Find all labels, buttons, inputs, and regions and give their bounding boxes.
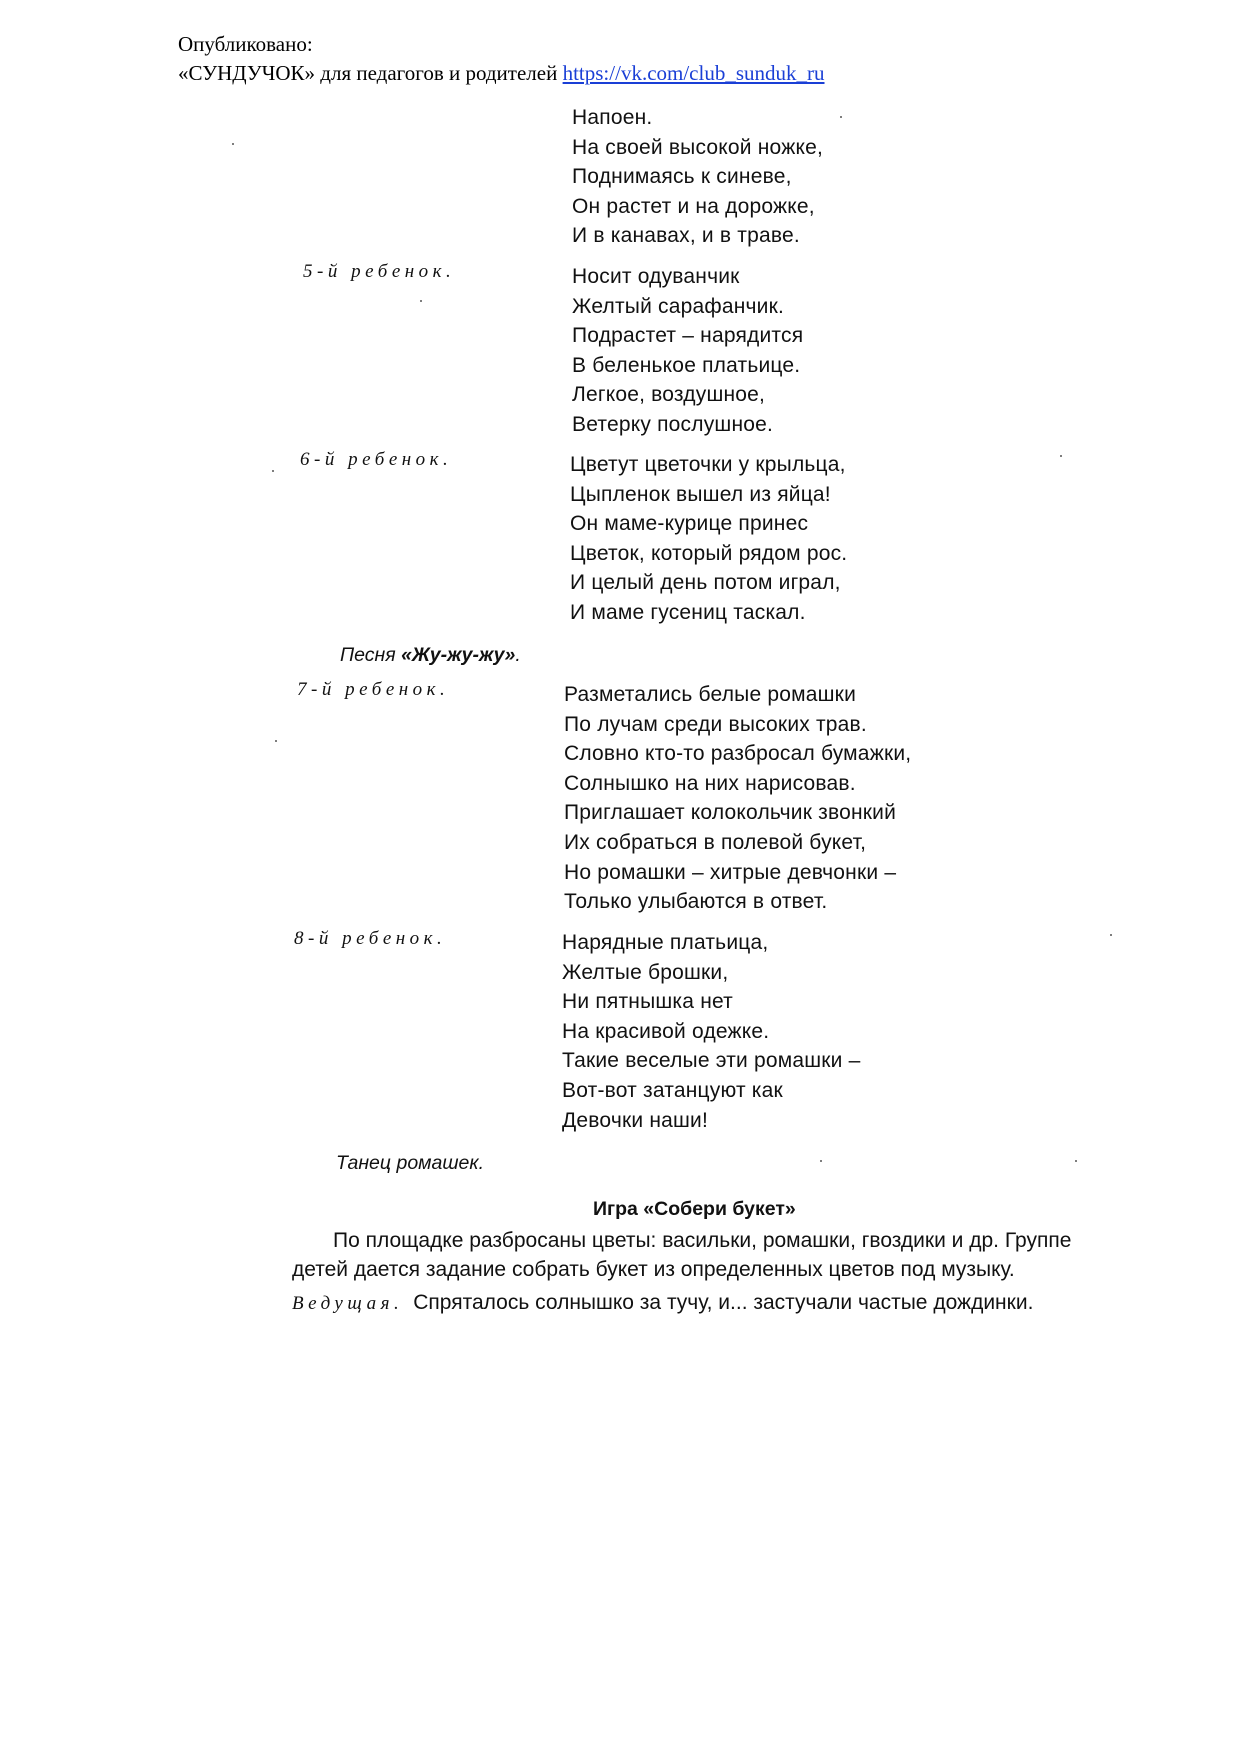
speaker-child-5: 5-й ребенок. (303, 261, 456, 282)
scan-speck (232, 143, 234, 145)
game-title: Игра «Собери букет» (593, 1198, 796, 1220)
verse-line: Солнышко на них нарисовав. (564, 771, 856, 795)
verse-line: Приглашает колокольчик звонкий (564, 801, 897, 825)
song-direction (340, 644, 521, 667)
scan-speck (840, 116, 842, 118)
stanza-child-5 (572, 262, 803, 440)
verse-line: На своей высокой ножке, (572, 135, 823, 159)
host-line (292, 1288, 1130, 1318)
speaker-child-6: 6-й ребенок. (300, 449, 453, 470)
published-label: Опубликовано: (178, 32, 313, 56)
verse-line: Разметались белые ромашки (564, 683, 856, 706)
verse-line: Он маме-курице принес (570, 512, 809, 536)
game-section (292, 1226, 1130, 1318)
verse-line: Их собраться в полевой букет, (564, 830, 867, 854)
verse-line: Вот-вот затанцуют как (562, 1078, 783, 1102)
source-text: «СУНДУЧОК» для педагогов и родителей (178, 61, 558, 85)
song-title: «Жу-жу-жу» (401, 644, 516, 666)
scan-speck (420, 300, 422, 302)
verse-line: Ни пятнышка нет (562, 990, 733, 1014)
verse-line: Цветок, который рядом рос. (570, 541, 848, 565)
verse-line: Нарядные платьица, (562, 931, 769, 954)
verse-line: Только улыбаются в ответ. (564, 890, 828, 914)
verse-line: И в канавах, и в траве. (572, 224, 800, 248)
scan-speck (820, 1160, 822, 1162)
verse-line: В беленькое платьице. (572, 353, 801, 377)
verse-line: Он растет и на дорожке, (572, 194, 815, 218)
verse-line: Напоен. (572, 106, 653, 129)
host-speaker: Ведущая. (292, 1293, 404, 1314)
stanza-child-8 (562, 928, 861, 1135)
source-line (178, 59, 825, 88)
verse-line: Такие веселые эти ромашки – (562, 1049, 861, 1073)
verse-line: Носит одуванчик (572, 265, 740, 288)
verse-line: Словно кто-то разбросал бумажки, (564, 742, 912, 766)
song-suffix: . (515, 644, 521, 666)
verse-line: Подрастет – нарядится (572, 324, 804, 348)
stanza-child-7 (564, 680, 911, 917)
verse-line: И целый день потом играл, (570, 571, 841, 595)
host-text: Спряталось солнышко за тучу, и... застучали частые дождинки. (413, 1291, 1034, 1314)
verse-line: Девочки наши! (562, 1108, 709, 1132)
game-description: По площадке разбросаны цветы: васильки, ромашки, гвоздики и др. Группе детей дается задание собрать букет из определенных цветов под музыку. (292, 1229, 1072, 1281)
verse-line: Желтые брошки, (562, 960, 729, 984)
verse-line: И маме гусениц таскал. (570, 600, 806, 624)
verse-line: На красивой одежке. (562, 1019, 770, 1043)
verse-line: Цветут цветочки у крыльца, (570, 453, 846, 476)
publication-header (178, 30, 825, 88)
scan-speck (275, 740, 277, 742)
verse-line: Ветерку послушное. (572, 412, 774, 436)
song-prefix: Песня (340, 644, 402, 666)
stanza-child-6 (570, 450, 847, 628)
speaker-child-7: 7-й ребенок. (297, 679, 450, 700)
intro-stanza (572, 103, 823, 251)
verse-line: Поднимаясь к синеве, (572, 165, 792, 189)
verse-line: Легкое, воздушное, (572, 383, 766, 407)
dance-direction: Танец ромашек. (336, 1152, 485, 1174)
verse-line: Но ромашки – хитрые девчонки – (564, 860, 897, 884)
scan-speck (1110, 934, 1112, 936)
scan-speck (272, 470, 274, 472)
scan-speck (1075, 1160, 1077, 1162)
scan-speck (1060, 455, 1062, 457)
verse-line: Цыпленок вышел из яйца! (570, 482, 831, 506)
source-link[interactable]: https://vk.com/club_sunduk_ru (562, 61, 825, 85)
verse-line: По лучам среди высоких трав. (564, 712, 867, 736)
verse-line: Желтый сарафанчик. (572, 294, 785, 318)
speaker-child-8: 8-й ребенок. (294, 928, 447, 949)
